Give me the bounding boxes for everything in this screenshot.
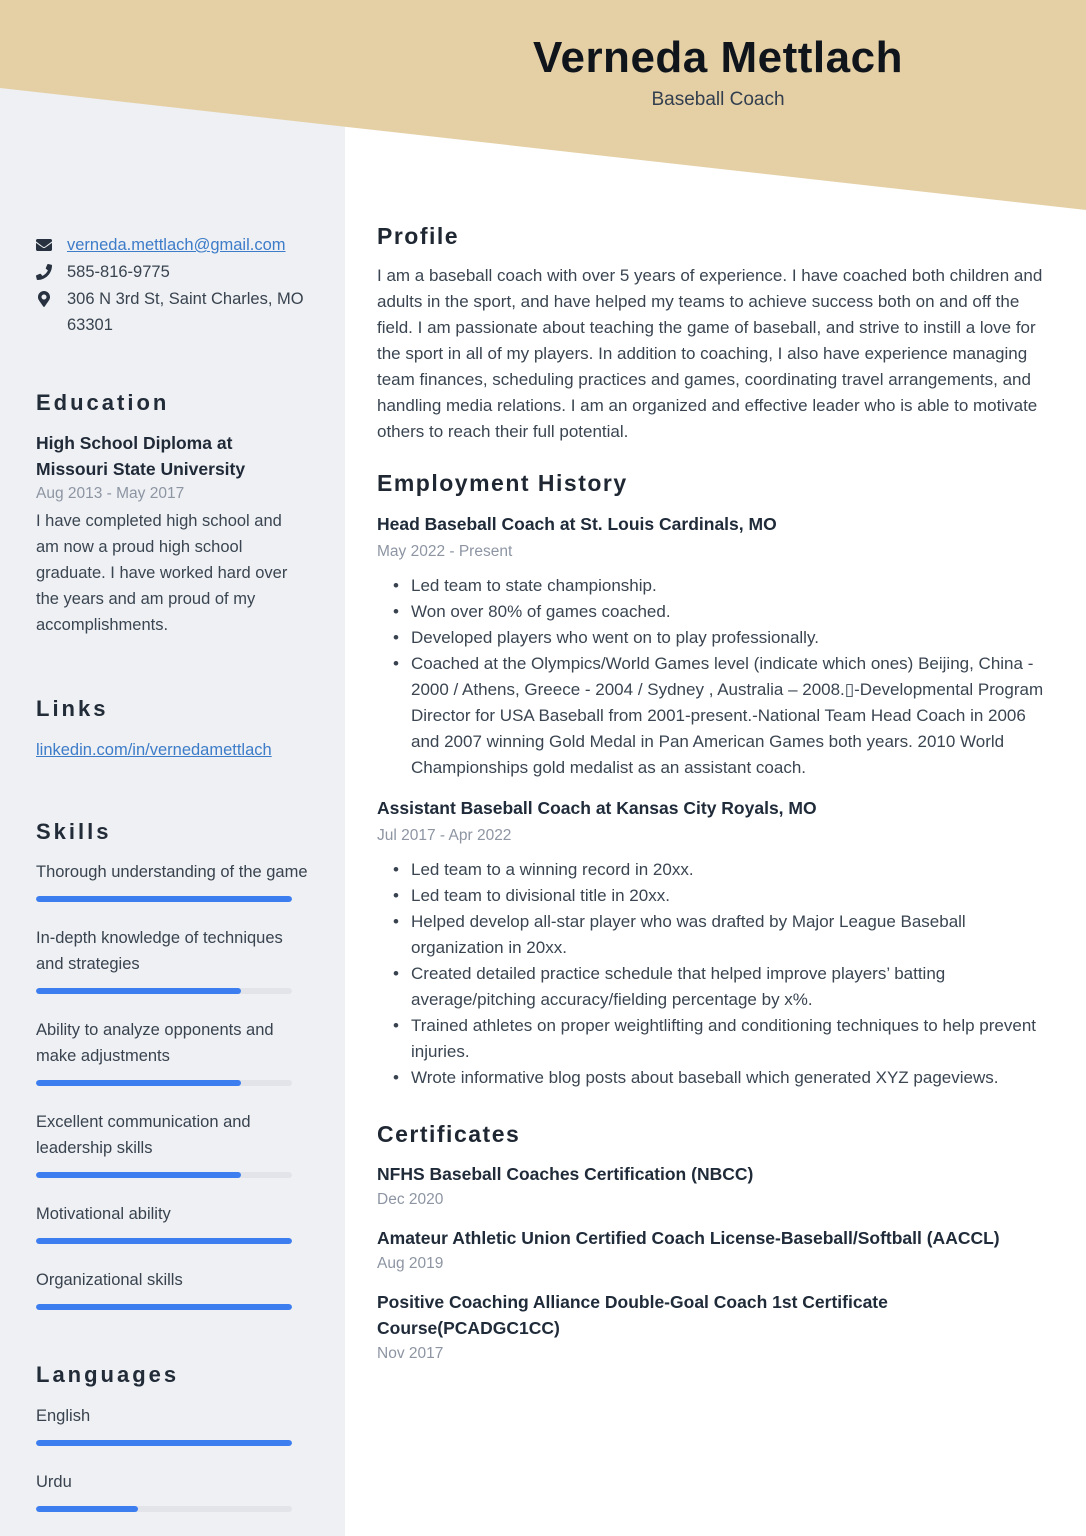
envelope-icon	[36, 237, 54, 253]
main-column	[377, 222, 1045, 1366]
address-text: 306 N 3rd St, Saint Charles, MO 63301	[67, 290, 304, 334]
language-item	[36, 1403, 308, 1446]
job-bullet: • Led team to a winning record in 20xx.	[377, 857, 1045, 883]
skill-label: Organizational skills	[36, 1271, 183, 1290]
links-section	[36, 696, 308, 762]
contact-address-row	[36, 286, 308, 338]
location-pin-icon	[36, 291, 54, 307]
skill-item	[36, 1201, 308, 1244]
language-label: English	[36, 1406, 91, 1425]
skill-bar-track	[36, 1238, 292, 1244]
contact-phone-row	[36, 259, 308, 285]
job-title: Assistant Baseball Coach at Kansas City Royals, MO	[377, 798, 817, 818]
skills-heading: Skills	[36, 818, 112, 844]
email-link[interactable]: verneda.mettlach@gmail.com	[67, 236, 286, 254]
skill-item	[36, 859, 308, 902]
sidebar	[36, 232, 308, 1535]
profile-text: I am a baseball coach with over 5 years of experience. I have coached both children and adults in the sport, and have helped my teams to achieve success both on and off the field. I am passionate about teaching the game of baseball, and strive to instill a love for the sport in all of my players. In addition to coaching, I also have experience managing team finances, scheduling practices and games, coordinating travel arrangements, and handling media relations. I am an organized and effective leader who is able to motivate others to reach their full potential.	[377, 266, 1043, 441]
profile-heading: Profile	[377, 223, 460, 249]
education-heading: Education	[36, 390, 170, 415]
education-degree: High School Diploma at Missouri State University	[36, 433, 246, 480]
certificate-date: Dec 2020	[377, 1191, 444, 1208]
skill-item	[36, 1267, 308, 1310]
language-label: Urdu	[36, 1472, 72, 1491]
phone-icon	[36, 264, 54, 280]
language-item	[36, 1469, 308, 1512]
job-bullet: • Led team to divisional title in 20xx.	[377, 883, 1045, 909]
certificate-entry	[377, 1161, 1045, 1212]
skill-bar-track	[36, 988, 292, 994]
job-bullet: • Developed players who went on to play professionally.	[377, 625, 1045, 651]
employment-section	[377, 469, 1045, 1091]
job-bullet: • Coached at the Olympics/World Games level (indicate which ones) Beijing, China - 2000 / Athens, Greece - 2004 / Sydney , Australia – 2008.▯-Developmental Program Director for USA Baseball from 2001-present.-National Team Head Coach in 2006 and 2007 winning Gold Medal in Pan American Games both years. 2010 World Championships gold medalist as an assistant coach.	[377, 651, 1045, 781]
job-entry	[377, 512, 1045, 781]
skill-label: Excellent communication and leadership skills	[36, 1113, 251, 1158]
skill-bar-track	[36, 1080, 292, 1086]
education-description: I have completed high school and am now a proud high school graduate. I have worked hard over the years and am proud of my accomplishments.	[36, 512, 288, 635]
skill-label: Thorough understanding of the game	[36, 863, 308, 882]
skills-section	[36, 819, 308, 1310]
person-name: Verneda Mettlach	[533, 33, 903, 82]
certificate-title: Amateur Athletic Union Certified Coach License-Baseball/Softball (AACCL)	[377, 1228, 1000, 1248]
certificate-entry	[377, 1289, 1045, 1366]
job-bullet: • Created detailed practice schedule that helped improve players’ batting average/pitching accuracy/fielding percentage by x%.	[377, 961, 1045, 1013]
skill-label: In-depth knowledge of techniques and strategies	[36, 929, 283, 974]
person-job-title: Baseball Coach	[651, 89, 785, 111]
skill-bar-fill	[36, 1172, 241, 1178]
skill-bar-fill	[36, 988, 241, 994]
job-dates: May 2022 - Present	[377, 543, 513, 560]
certificates-section	[377, 1120, 1045, 1366]
job-bullet: • Wrote informative blog posts about baseball which generated XYZ pageviews.	[377, 1065, 1045, 1091]
job-bullet: • Trained athletes on proper weightlifting and conditioning techniques to help prevent injuries.	[377, 1013, 1045, 1065]
skill-bar-track	[36, 1304, 292, 1310]
skill-bar-fill	[36, 1238, 292, 1244]
skill-bar-track	[36, 1172, 292, 1178]
job-bullet: • Helped develop all-star player who was drafted by Major League Baseball organization in 20xx.	[377, 909, 1045, 961]
header	[350, 34, 1086, 111]
skill-label: Motivational ability	[36, 1205, 171, 1224]
job-title: Head Baseball Coach at St. Louis Cardinals, MO	[377, 514, 777, 534]
link-item	[36, 737, 308, 763]
job-dates: Jul 2017 - Apr 2022	[377, 827, 512, 844]
language-bar-track	[36, 1506, 292, 1512]
certificates-heading: Certificates	[377, 1121, 521, 1147]
skill-bar-fill	[36, 896, 292, 902]
certificate-date: Aug 2019	[377, 1255, 444, 1272]
job-entry	[377, 796, 1045, 1091]
certificate-entry	[377, 1225, 1045, 1276]
skill-bar-fill	[36, 1080, 241, 1086]
languages-section	[36, 1362, 308, 1511]
certificate-title: NFHS Baseball Coaches Certification (NBCC)	[377, 1164, 754, 1184]
language-bar-fill	[36, 1440, 292, 1446]
skill-bar-fill	[36, 1304, 292, 1310]
employment-heading: Employment History	[377, 470, 628, 496]
education-section	[36, 390, 308, 638]
skill-item	[36, 1017, 308, 1086]
languages-heading: Languages	[36, 1362, 180, 1388]
skill-item	[36, 925, 308, 994]
contact-email-row	[36, 232, 308, 258]
education-dates: Aug 2013 - May 2017	[36, 485, 185, 503]
skill-item	[36, 1109, 308, 1178]
contact-block	[36, 232, 308, 338]
links-heading: Links	[36, 696, 109, 722]
profile-section	[377, 222, 1045, 445]
language-bar-fill	[36, 1506, 138, 1512]
skill-label: Ability to analyze opponents and make adjustments	[36, 1021, 274, 1066]
skill-bar-track	[36, 896, 292, 902]
certificate-date: Nov 2017	[377, 1345, 444, 1362]
job-bullet: • Won over 80% of games coached.	[377, 599, 1045, 625]
phone-number: 585-816-9775	[67, 263, 170, 281]
linkedin-link[interactable]: linkedin.com/in/vernedamettlach	[36, 740, 272, 759]
language-bar-track	[36, 1440, 292, 1446]
certificate-title: Positive Coaching Alliance Double-Goal Coach 1st Certificate Course(PCADGC1CC)	[377, 1292, 888, 1338]
job-bullet: • Led team to state championship.	[377, 573, 1045, 599]
